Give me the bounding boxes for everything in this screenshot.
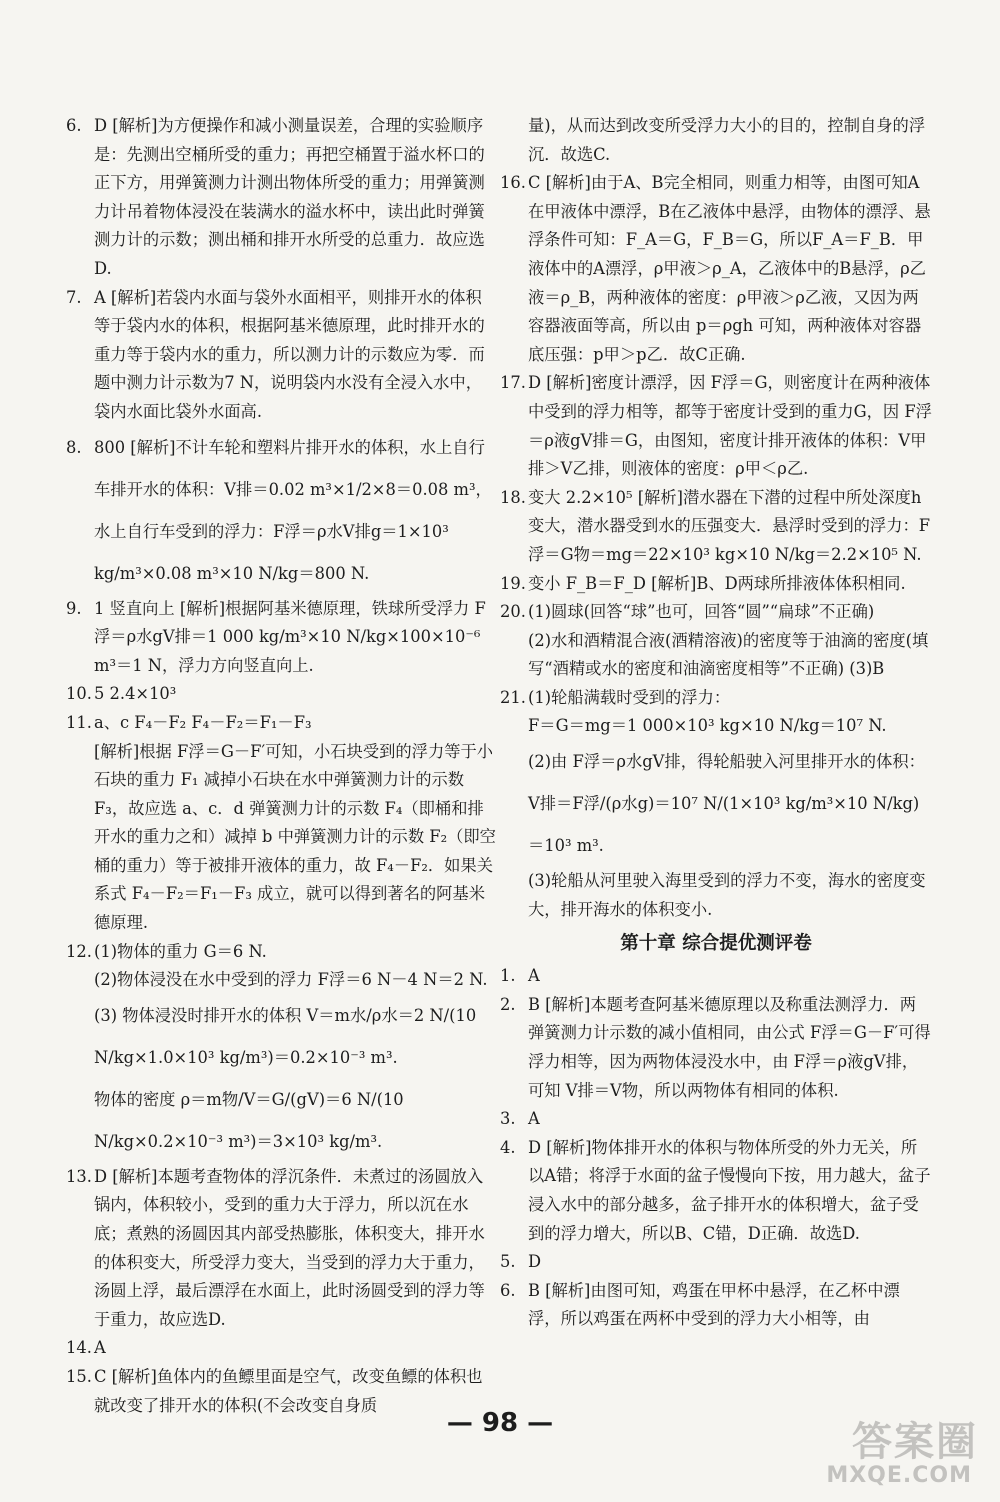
answer-12-part-3: (3) 物体浸没时排开水的体积 V＝m水/ρ水＝2 N/(10 N/kg×1.0×10³ kg/m³)＝0.2×10⁻³ m³.: [94, 1005, 477, 1067]
left-column: [66, 112, 498, 1420]
answer-16: 16. C [解析]由于A、B完全相同，则重力相等，由图可知A在甲液体中漂浮，B在乙液体中悬浮，由物体的漂浮、悬浮条件可知：F_A＝G，F_B＝G，所以F_A＝F_B．甲液体中的A漂浮，ρ甲液＞ρ_A，乙液体中的B悬浮，ρ乙液＝ρ_B，两种液体的密度：ρ甲液＞ρ乙液，又因为两容器液面等高，所以由 p＝ρgh 可知，两种液体对容器底压强：p甲＞p乙．故C正确.: [500, 173, 931, 364]
section-answer-6: 6. B [解析]由图可知，鸡蛋在甲杯中悬浮，在乙杯中漂浮，所以鸡蛋在两杯中受到的浮力大小相等，由: [500, 1280, 900, 1329]
section-answer-1: 1. A: [500, 966, 540, 986]
column-divider: [484, 112, 485, 1322]
answer-9: 9. 1 竖直向上 [解析]根据阿基米德原理，铁球所受浮力 F浮＝ρ水gV排＝1 000 kg/m³×10 N/kg×100×10⁻⁶ m³＝1 N，浮力方向竖直向上.: [66, 598, 486, 675]
answer-8: 8. 800 [解析]不计车轮和塑料片排开水的体积，水上自行车排开水的体积：V排＝0.02 m³×1/2×8＝0.08 m³，水上自行车受到的浮力：F浮＝ρ水V排g＝1×10³ kg/m³×0.08 m³×10 N/kg＝800 N.: [66, 437, 492, 583]
answer-21-equation: F＝G＝mg＝1 000×10³ kg×10 N/kg＝10⁷ N.: [528, 716, 887, 736]
watermark-glyphs: 答案圈: [852, 1419, 978, 1465]
answer-14: 14. A: [66, 1338, 106, 1358]
section-title: 第十章 综合提优测评卷: [620, 933, 812, 955]
answer-21-part-3: (3)轮船从河里驶入海里受到的浮力不变，海水的密度变大，排开海水的体积变小.: [528, 871, 926, 919]
section-answer-2: 2. B [解析]本题考查阿基米德原理以及称重法测浮力．两弹簧测力计示数的减小值相同，由公式 F浮＝G－F′可得浮力相等，因为两物体浸没水中，由 F浮＝ρ液gV排，可知 V排＝V物，所以两物体有相同的体积.: [500, 994, 931, 1100]
answer-12-density: 物体的密度 ρ＝m物/V＝G/(gV)＝6 N/(10 N/kg×0.2×10⁻³ m³)＝3×10³ kg/m³.: [94, 1089, 404, 1151]
answer-7: 7. A [解析]若袋内水面与袋外水面相平，则排开水的体积等于袋内水的体积，根据阿基米德原理，此时排开水的重力等于袋内水的重力，所以测力计的示数应为零．而题中测力计示数为7 N，说明袋内水没有全浸入水中，袋内水面比袋外水面高.: [66, 287, 485, 421]
section-answer-3: 3. A: [500, 1109, 540, 1129]
answer-12-part-2: (2)物体浸没在水中受到的浮力 F浮＝6 N－4 N＝2 N.: [94, 970, 488, 990]
answer-11-explanation: [解析]根据 F浮＝G－F′可知，小石块受到的浮力等于小石块的重力 F₁ 减掉小石块在水中弹簧测力计的示数 F₃，故应选 a、c．d 弹簧测力计的示数 F₄（即桶和排开水的重力之和）减掉 b 中弹簧测力计的示数 F₂（即空桶的重力）等于被排开液体的重力，故 F₄－F₂．如果关系式 F₄－F₂＝F₁－F₃ 成立，就可以得到著名的阿基米德原理.: [94, 741, 496, 933]
answer-19: 19. 变小 F_B＝F_D [解析]B、D两球所排液体体积相同.: [500, 573, 906, 593]
section-answer-4: 4. D [解析]物体排开水的体积与物体所受的外力无关，所以A错；将浮于水面的盆子慢慢向下按，用力越大，盆子浸入水中的部分越多，盆子排开水的体积增大，盆子受到的浮力增大，所以B、C错，D正确．故选D.: [500, 1137, 931, 1243]
answer-20: 20. (1)圆球(回答“球”也可，回答“圆”“扁球”不正确): [500, 602, 875, 622]
answer-13: 13. D [解析]本题考查物体的浮沉条件．未煮过的汤圆放入锅内，体积较小，受到的重力大于浮力，所以沉在水底；煮熟的汤圆因其内部受热膨胀，体积变大，排开水的体积变大，所受浮力变大，当受到的浮力大于重力，汤圆上浮，最后漂浮在水面上，此时汤圆受到的浮力等于重力，故应选D.: [66, 1166, 485, 1329]
answer-15-continued: 量)，从而达到改变所受浮力大小的目的，控制自身的浮沉．故选C.: [528, 116, 926, 164]
right-column: [500, 112, 932, 1334]
answer-10: 10. 5 2.4×10³: [66, 684, 177, 704]
answer-20-part-2: (2)水和酒精混合液(酒精溶液)的密度等于油滴的密度(填写“酒精或水的密度和油滴密度相等”不正确) (3)B: [528, 630, 929, 679]
page-number: — 98 —: [446, 1408, 554, 1438]
watermark-url: MXQE.COM: [826, 1463, 972, 1488]
answer-6: 6. D [解析]为方便操作和减小测量误差，合理的实验顺序是：先测出空桶所受的重力；再把空桶置于溢水杯口的正下方，用弹簧测力计测出物体所受的重力；用弹簧测力计吊着物体浸没在装满水的溢水杯中，读出此时弹簧测力计的示数；测出桶和排开水所受的总重力．故应选D.: [66, 116, 485, 278]
answer-18: 18. 变大 2.2×10⁵ [解析]潜水器在下潜的过程中所处深度h变大，潜水器受到水的压强变大．悬浮时受到的浮力：F浮＝G物＝mg＝22×10³ kg×10 N/kg＝2.2×10⁵ N.: [500, 487, 931, 564]
answer-21-part-2: (2)由 F浮＝ρ水gV排，得轮船驶入河里排开水的体积：V排＝F浮/(ρ水g)＝10⁷ N/(1×10³ kg/m³×10 N/kg)＝10³ m³.: [528, 752, 925, 856]
answer-12: 12. (1)物体的重力 G＝6 N.: [66, 941, 267, 961]
answer-21: 21. (1)轮船满载时受到的浮力：: [500, 687, 731, 707]
watermark-logo: [790, 1410, 978, 1488]
answer-17: 17. D [解析]密度计漂浮，因 F浮＝G，则密度计在两种液体中受到的浮力相等，都等于密度计受到的重力G，因 F浮＝ρ液gV排＝G，由图知，密度计排开液体的体积：V甲排＞V乙排，则液体的密度：ρ甲＜ρ乙.: [500, 373, 932, 479]
section-answer-5: 5. D: [500, 1252, 542, 1272]
answer-11: 11. a、c F₄－F₂ F₄－F₂＝F₁－F₃: [66, 712, 312, 732]
answer-15: 15. C [解析]鱼体内的鱼鳔里面是空气，改变鱼鳔的体积也就改变了排开水的体积(不会改变自身质: [66, 1367, 483, 1415]
